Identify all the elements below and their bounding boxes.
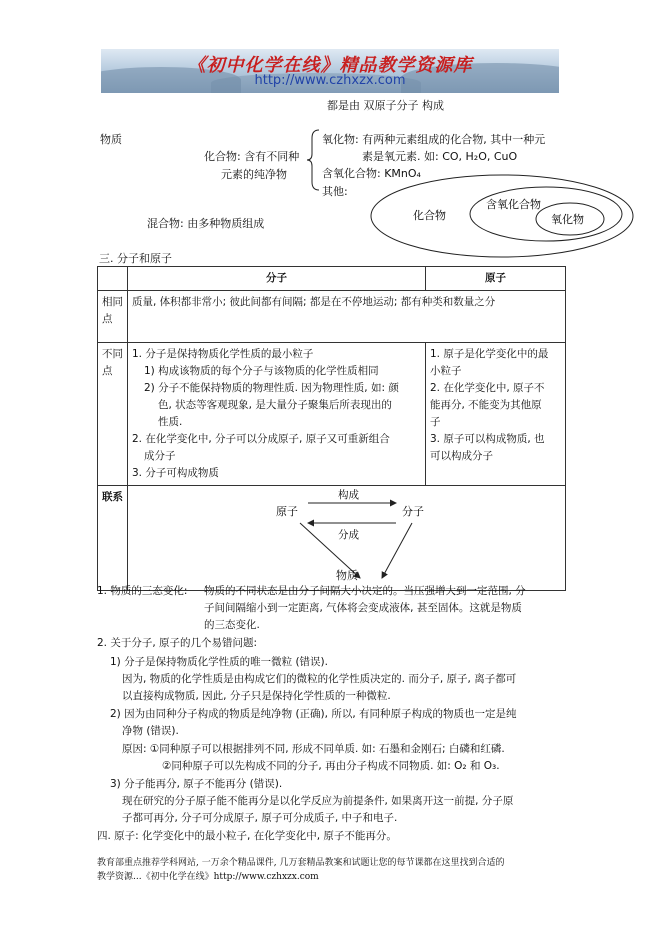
note2-2: 2) 因为由同种分子构成的物质是纯净物 (正确), 所以, 有同种原子构成的物质也一定是纯: [110, 708, 517, 720]
row1-label: 相同点: [98, 291, 128, 343]
atom-line: 能再分, 不能变为其他原: [430, 399, 542, 411]
mol-line: 性质.: [158, 416, 183, 428]
mol-line: 1. 分子是保持物质化学性质的最小粒子: [132, 348, 314, 360]
footer-line1: 教育部重点推荐学科网站, 一万余个精品课件, 几万套精品教案和试题让您的每节课都在这里找到合适的: [97, 858, 505, 868]
venn-outer: [371, 175, 633, 257]
label-hunhewu: 混合物: 由多种物质组成: [147, 217, 265, 230]
note1-line1: 物质的不同状态是由分子间隔大小决定的。当压强增大到一定范围, 分: [204, 585, 526, 597]
venn-middle: [470, 187, 622, 241]
mol-line: 2. 在化学变化中, 分子可以分成原子, 原子又可重新组合: [132, 433, 390, 445]
note1-line3: 的三态变化.: [204, 619, 260, 631]
note2-2c: ②同种原子可以先构成不同的分子, 再由分子构成不同物质. 如: O₂ 和 O₃.: [162, 760, 500, 772]
diag-atom: 原子: [276, 505, 298, 518]
diag-compose: 构成: [338, 489, 359, 501]
row2-label: 不同点: [98, 343, 128, 486]
mol-line: 成分子: [144, 450, 176, 462]
atom-line: 3. 原子可以构成物质, 也: [430, 433, 545, 445]
mol-line: 2) 分子不能保持物质的物理性质. 因为物理性质, 如: 颜: [144, 382, 399, 394]
atom-diff: [426, 343, 566, 486]
row3-label: 联系: [98, 486, 128, 591]
label-huahewu2: 元素的纯净物: [221, 168, 287, 181]
label-yanghuawu: 氧化物: 有两种元素组成的化合物, 其中一种元: [322, 133, 546, 146]
mol-line: 3. 分子可构成物质: [132, 467, 219, 479]
note2-1b: 以直接构成物质, 因此, 分子只是保持化学性质的一种微粒.: [122, 690, 391, 702]
section3-title: 三. 分子和原子: [99, 252, 172, 265]
arrow-molecule-matter: [382, 523, 412, 578]
label-hanyang: 含氧化合物: KMnO₄: [322, 167, 421, 180]
header-banner: [101, 49, 559, 93]
banner-title: 《初中化学在线》精品教学资源库: [187, 55, 473, 76]
atom-line: 小粒子: [430, 365, 462, 377]
note2-2b: 原因: ①同种原子可以根据排列不同, 形成不同单质. 如: 石墨和金刚石; 白磷和红磷.: [122, 743, 505, 755]
venn-label-middle: 含氧化合物: [486, 198, 541, 211]
note2-3: 3) 分子能再分, 原子不能再分 (错误).: [110, 778, 283, 790]
banner-url[interactable]: http://www.czhxzx.com: [254, 73, 406, 88]
note1-label: 1. 物质的三态变化:: [97, 585, 188, 597]
label-huahewu: 化合物: 含有不同种: [204, 150, 300, 163]
note2-title: 2. 关于分子, 原子的几个易错问题:: [97, 637, 258, 649]
molecule-atom-table: [97, 266, 566, 591]
atom-line: 1. 原子是化学变化中的最: [430, 348, 549, 360]
venn-label-outer: 化合物: [413, 209, 446, 222]
note2-2a: 净物 (错误).: [122, 725, 179, 737]
label-qita: 其他:: [322, 185, 348, 198]
row1-text: 质量, 体积都非常小; 彼此间都有间隔; 都是在不停地运动; 都有种类和数量之分: [128, 291, 566, 343]
head-molecule: 分子: [128, 267, 426, 291]
venn-label-inner: 氧化物: [551, 213, 584, 226]
note2-3a: 现在研究的分子原子能不能再分是以化学反应为前提条件, 如果离开这一前提, 分子原: [122, 795, 514, 807]
atom-line: 可以构成分子: [430, 450, 493, 462]
diag-molecule: 分子: [402, 505, 424, 518]
footer-line2[interactable]: 教学资源...《初中化学在线》http://www.czhxzx.com: [97, 872, 319, 882]
mol-line: 色, 状态等客观现象, 是大量分子聚集后所表现出的: [158, 399, 392, 411]
venn-diagram: [368, 172, 636, 260]
note2-1a: 因为, 物质的化学性质是由构成它们的微粒的化学性质决定的. 而分子, 原子, 离子都可: [122, 673, 517, 685]
note1-line2: 子间间隔缩小到一定距离, 气体将会变成液体, 甚至固体。这就是物质: [204, 602, 522, 614]
note2-1: 1) 分子是保持物质化学性质的唯一微粒 (错误).: [110, 656, 328, 668]
atom-line: 子: [430, 416, 441, 428]
head-atom: 原子: [426, 267, 566, 291]
label-wuzhi: 物质: [100, 133, 122, 146]
label-yanghuawu2: 素是氧元素. 如: CO, H₂O, CuO: [362, 150, 518, 163]
brace-icon: [305, 128, 321, 192]
top-line: 都是由 双原子分子 构成: [327, 99, 444, 112]
note4: 四. 原子: 化学变化中的最小粒子, 在化学变化中, 原子不能再分。: [97, 830, 397, 842]
atom-line: 2. 在化学变化中, 原子不: [430, 382, 545, 394]
diag-matter: 物质: [336, 569, 358, 582]
note2-3b: 子都可再分, 分子可分成原子, 原子可分成质子, 中子和电子.: [122, 812, 398, 824]
diag-split: 分成: [338, 529, 359, 541]
mol-line: 1) 构成该物质的每个分子与该物质的化学性质相同: [144, 365, 379, 377]
molecule-diff: [128, 343, 426, 486]
